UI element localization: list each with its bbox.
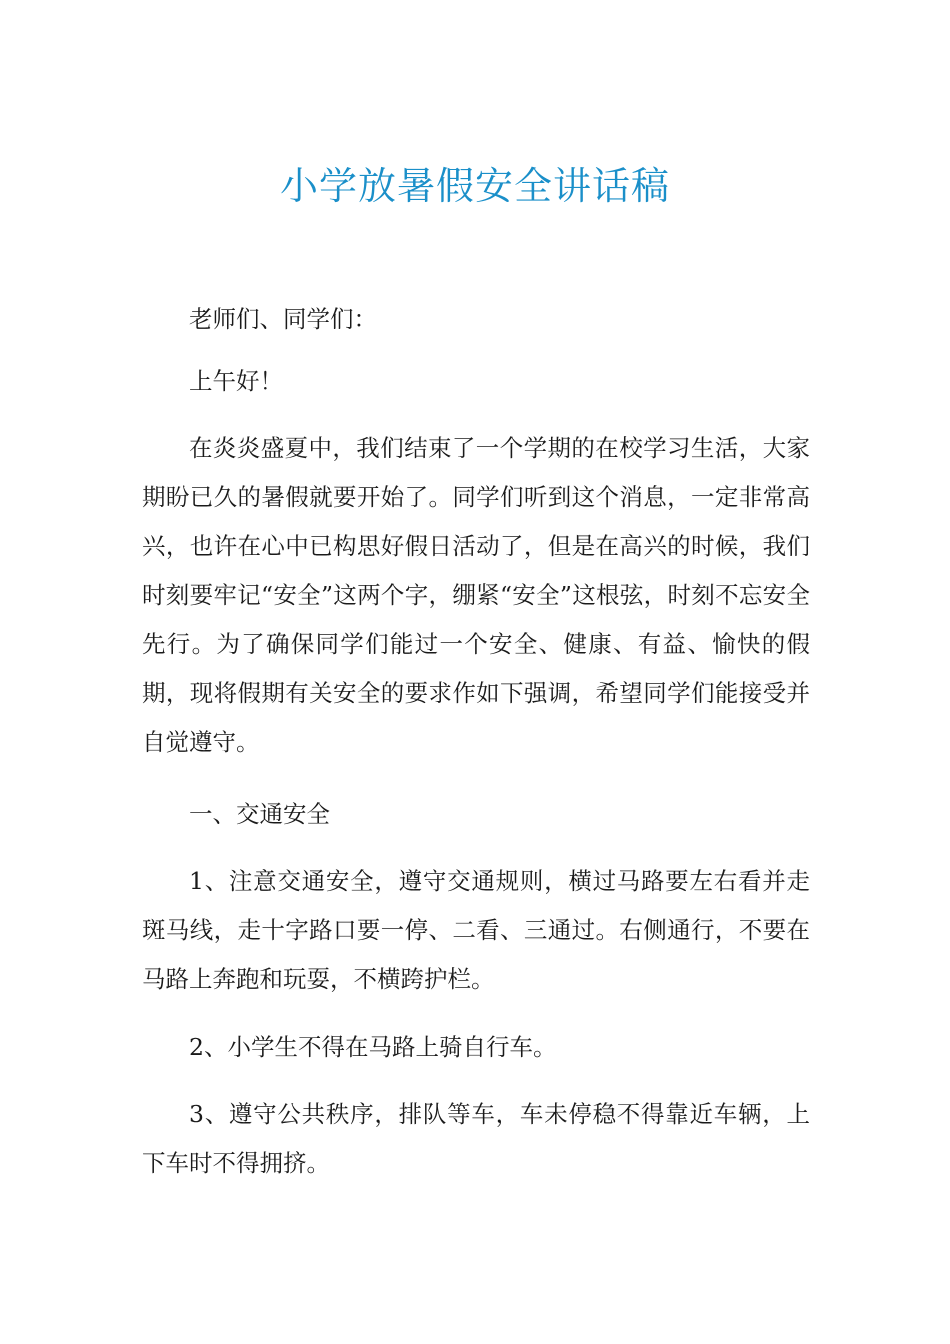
list-item (142, 857, 810, 1004)
list-item-text: 1、注意交通安全，遵守交通规则，横过马路要左右看并走斑马线，走十字路口要一停、二看、三通过。右侧通行，不要在马路上奔跑和玩耍，不横跨护栏。 (142, 867, 810, 993)
list-item (142, 1090, 810, 1188)
list-item-text: 3、遵守公共秩序，排队等车，车未停稳不得靠近车辆，上下车时不得拥挤。 (142, 1100, 810, 1177)
section-heading-text: 一、交通安全 (189, 800, 330, 828)
intro-text: 在炎炎盛夏中，我们结束了一个学期的在校学习生活，大家期盼已久的暑假就要开始了。同学们听到这个消息，一定非常高兴，也许在心中已构思好假日活动了，但是在高兴的时候，我们时刻要牢记“安全”这两个字，绷紧“安全”这根弦，时刻不忘安全先行。为了确保同学们能过一个安全、健康、有益、愉快的假期，现将假期有关安全的要求作如下强调，希望同学们能接受并自觉遵守。 (142, 434, 810, 756)
hello-paragraph (142, 357, 810, 406)
section-heading-traffic (142, 790, 810, 839)
greeting-text: 老师们、同学们： (189, 305, 377, 333)
intro-paragraph (142, 424, 810, 767)
hello-text: 上午好！ (189, 367, 283, 395)
list-item (142, 1023, 810, 1072)
page-title: 小学放暑假安全讲话稿 (279, 164, 670, 208)
list-item-text: 2、小学生不得在马路上骑自行车。 (189, 1033, 557, 1061)
greeting-paragraph (142, 295, 810, 344)
